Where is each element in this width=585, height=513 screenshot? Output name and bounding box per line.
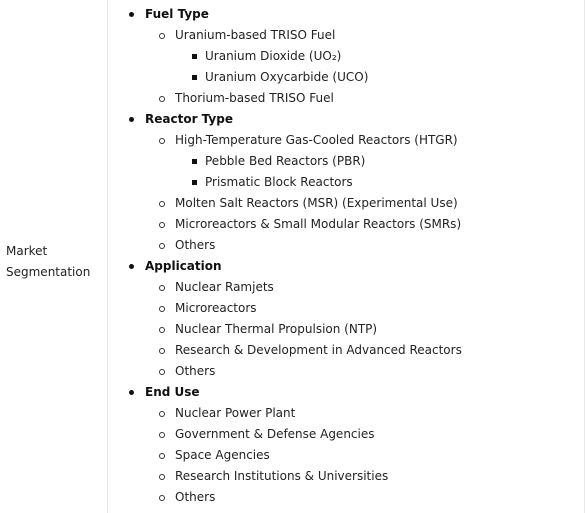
sub-list-item [108, 172, 584, 193]
row-label: Market Segmentation [6, 244, 91, 279]
list-item [108, 277, 584, 298]
list-item [108, 319, 584, 340]
list-item-label: Molten Salt Reactors (MSR) (Experimental Use) [175, 196, 458, 210]
row-label-cell [0, 0, 108, 513]
list-item-label: Government & Defense Agencies [175, 427, 375, 441]
list-item [108, 361, 584, 382]
circle-bullet-icon [159, 495, 165, 501]
disc-bullet-icon [129, 117, 134, 122]
list-item [108, 193, 584, 214]
sub-list-item [108, 67, 584, 88]
list-item-label: Nuclear Thermal Propulsion (NTP) [175, 322, 378, 336]
circle-bullet-icon [159, 201, 165, 207]
list-item [108, 403, 584, 424]
section-heading-label: Fuel Type [145, 7, 209, 21]
square-bullet-icon [192, 159, 197, 164]
section-heading-label: Reactor Type [145, 112, 233, 126]
segment-list [108, 4, 584, 508]
circle-bullet-icon [159, 453, 165, 459]
circle-bullet-icon [159, 327, 165, 333]
square-bullet-icon [192, 75, 197, 80]
disc-bullet-icon [129, 390, 134, 395]
circle-bullet-icon [159, 432, 165, 438]
list-item-label: Thorium-based TRISO Fuel [175, 91, 334, 105]
list-item-label: Nuclear Ramjets [175, 280, 274, 294]
circle-bullet-icon [159, 411, 165, 417]
list-item [108, 487, 584, 508]
circle-bullet-icon [159, 285, 165, 291]
section-heading-label: End Use [145, 385, 200, 399]
square-bullet-icon [192, 54, 197, 59]
list-item-label: Microreactors & Small Modular Reactors (SMRs) [175, 217, 462, 231]
circle-bullet-icon [159, 96, 165, 102]
sub-list-item-label: Pebble Bed Reactors (PBR) [205, 154, 366, 168]
sub-list-item-label: Prismatic Block Reactors [205, 175, 353, 189]
circle-bullet-icon [159, 138, 165, 144]
circle-bullet-icon [159, 33, 165, 39]
list-item-label: Others [175, 364, 216, 378]
list-item [108, 214, 584, 235]
section-heading [108, 256, 584, 277]
list-item-label: Others [175, 238, 216, 252]
list-item [108, 340, 584, 361]
list-item-label: High-Temperature Gas-Cooled Reactors (HTGR) [175, 133, 458, 147]
list-item [108, 235, 584, 256]
circle-bullet-icon [159, 348, 165, 354]
circle-bullet-icon [159, 369, 165, 375]
list-item [108, 445, 584, 466]
list-item-label: Space Agencies [175, 448, 270, 462]
section-heading [108, 109, 584, 130]
circle-bullet-icon [159, 306, 165, 312]
list-item-label: Microreactors [175, 301, 257, 315]
sub-list-item-label: Uranium Dioxide (UO₂) [205, 49, 342, 63]
list-item-label: Nuclear Power Plant [175, 406, 296, 420]
list-item-label: Research & Development in Advanced Reactors [175, 343, 462, 357]
list-item [108, 298, 584, 319]
list-item-label: Others [175, 490, 216, 504]
disc-bullet-icon [129, 264, 134, 269]
square-bullet-icon [192, 180, 197, 185]
circle-bullet-icon [159, 474, 165, 480]
sub-list-item [108, 151, 584, 172]
list-item [108, 424, 584, 445]
section-heading [108, 382, 584, 403]
section-heading-label: Application [145, 259, 222, 273]
list-item [108, 130, 584, 151]
list-item [108, 466, 584, 487]
sub-list-item [108, 46, 584, 67]
list-item-label: Research Institutions & Universities [175, 469, 389, 483]
disc-bullet-icon [129, 12, 134, 17]
list-item [108, 25, 584, 46]
circle-bullet-icon [159, 243, 165, 249]
list-item-label: Uranium-based TRISO Fuel [175, 28, 336, 42]
list-item [108, 88, 584, 109]
section-heading [108, 4, 584, 25]
sub-list-item-label: Uranium Oxycarbide (UCO) [205, 70, 369, 84]
circle-bullet-icon [159, 222, 165, 228]
